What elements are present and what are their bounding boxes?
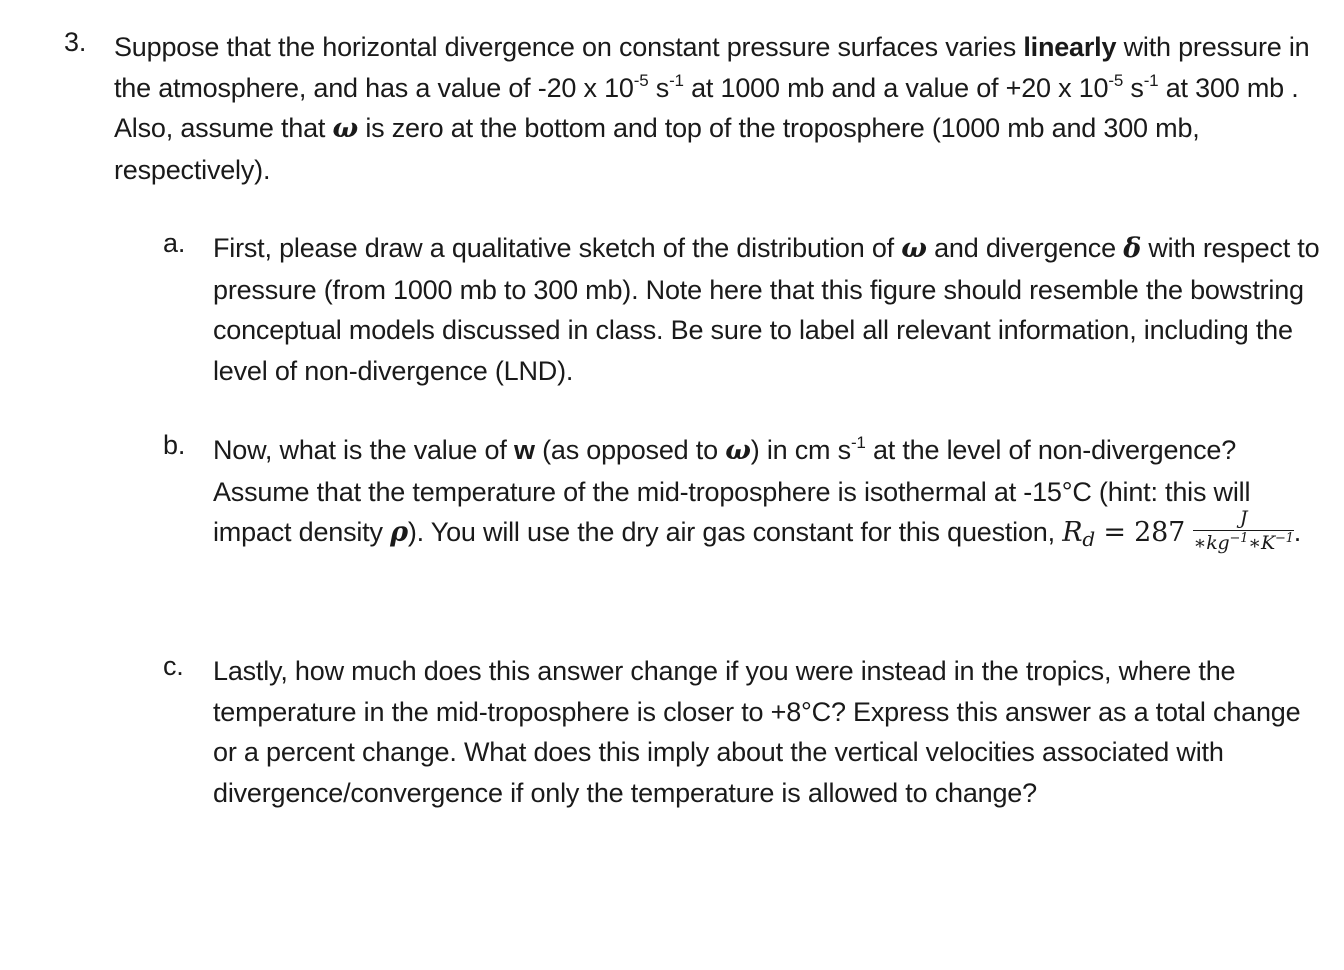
question-text	[114, 27, 1329, 190]
part-a-text-part: First, please draw a qualitative sketch of the distribution of	[213, 233, 902, 263]
part-a-letter: a.	[163, 228, 186, 258]
exponent: -1	[669, 70, 684, 90]
question-text-part: with pressure in the atmosphere, and has a value of -20 x 10	[114, 32, 1310, 103]
units-fraction	[1193, 507, 1293, 554]
gas-constant-subscript: d	[1082, 527, 1095, 551]
omega-symbol: ω	[901, 233, 927, 264]
exponent: -5	[1108, 70, 1124, 90]
part-b-text-part: ) in cm s	[750, 435, 851, 465]
denominator-part: ∗kg	[1193, 532, 1230, 555]
part-a-text	[213, 228, 1323, 391]
question-text-part: Suppose that the horizontal divergence on constant pressure surfaces varies	[114, 32, 1024, 62]
exponent: −1	[1229, 531, 1249, 547]
part-b-letter: b.	[163, 430, 186, 460]
exponent: -5	[633, 70, 649, 90]
part-b-text	[213, 430, 1323, 560]
fraction-denominator	[1193, 531, 1293, 554]
period: .	[1293, 517, 1302, 547]
exponent: -1	[850, 433, 866, 452]
part-b-text-part: ). You will use the dry air gas constant for this question,	[407, 517, 1063, 547]
exponent: −1	[1274, 531, 1294, 547]
part-b-text-part: Now, what is the value of	[213, 435, 514, 465]
gas-constant-symbol: R	[1062, 517, 1083, 548]
question-text-part: at 1000 mb and a value of +20 x 10	[683, 72, 1109, 103]
delta-symbol: δ	[1123, 233, 1142, 264]
part-b-text-part: (as opposed to	[534, 435, 726, 465]
part-a-text-part: and divergence	[926, 233, 1124, 263]
question-text-part: s	[1123, 72, 1144, 103]
question-text-part: s	[648, 72, 670, 103]
w-symbol: w	[513, 435, 535, 465]
question-text-part: at 300 mb . Also, assume that	[114, 72, 1299, 143]
omega-symbol: ω	[332, 113, 359, 144]
gas-constant-value: = 287	[1094, 517, 1194, 548]
part-c-letter: c.	[163, 651, 184, 681]
part-c-text: Lastly, how much does this answer change if you were instead in the tropics, where the temperature in the mid-troposphere is closer to +8°C? Express this answer as a total change or a percent change. What does this imply about the vertical velocities associated with divergence/convergence if only the temperature is allowed to change?	[213, 656, 1301, 808]
exponent: -1	[1143, 70, 1159, 90]
part-b-text-part: at the level of non-divergence? Assume that the temperature of the mid-troposphere is isothermal at -15°C (hint: this will impact density	[213, 435, 1251, 547]
emphasis-linearly: linearly	[1023, 32, 1117, 62]
question-number: 3.	[64, 27, 87, 57]
part-a-text-part: with respect to pressure (from 1000 mb to 300 mb). Note here that this figure should resemble the bowstring conceptual models discussed in class. Be sure to label all relevant information, including the level of non-divergence (LND).	[213, 233, 1320, 386]
denominator-part: ∗K	[1248, 532, 1275, 555]
omega-symbol: ω	[725, 435, 751, 466]
fraction-numerator: J	[1193, 507, 1293, 531]
rho-symbol: ρ	[390, 517, 408, 548]
question-text-part: is zero at the bottom and top of the troposphere (1000 mb and 300 mb, respectively).	[114, 113, 1200, 185]
